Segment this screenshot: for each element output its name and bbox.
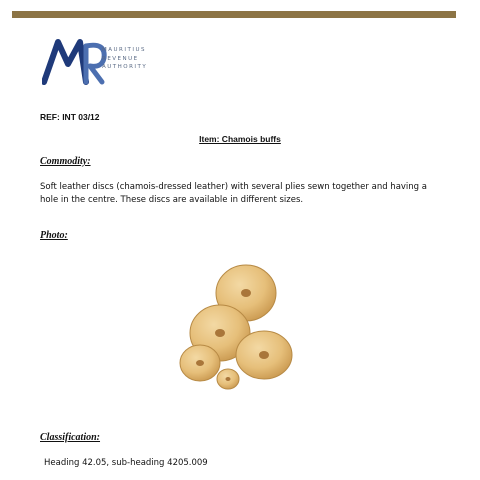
item-title: Item: Chamois buffs xyxy=(199,134,281,144)
top-rule xyxy=(12,11,456,18)
logo-text xyxy=(102,46,147,72)
logo-text-line-1: MAURITIUS xyxy=(102,47,146,53)
chamois-buffs-photo xyxy=(170,255,310,395)
logo-text-line-2: REVENUE xyxy=(102,55,139,62)
photo-heading: Photo: xyxy=(40,230,68,241)
classification-heading: Classification: xyxy=(40,432,101,443)
classification-value: Heading 42.05, sub-heading 4205.009 xyxy=(44,458,208,468)
logo-text-line-3: AUTHORITY xyxy=(102,64,148,70)
reference-number: REF: INT 03/12 xyxy=(40,112,100,122)
commodity-description: Soft leather discs (chamois-dressed leather) with several plies sewn together and having a hole in the centre. These discs are available in different sizes. xyxy=(40,182,427,205)
commodity-heading: Commodity: xyxy=(40,156,91,167)
